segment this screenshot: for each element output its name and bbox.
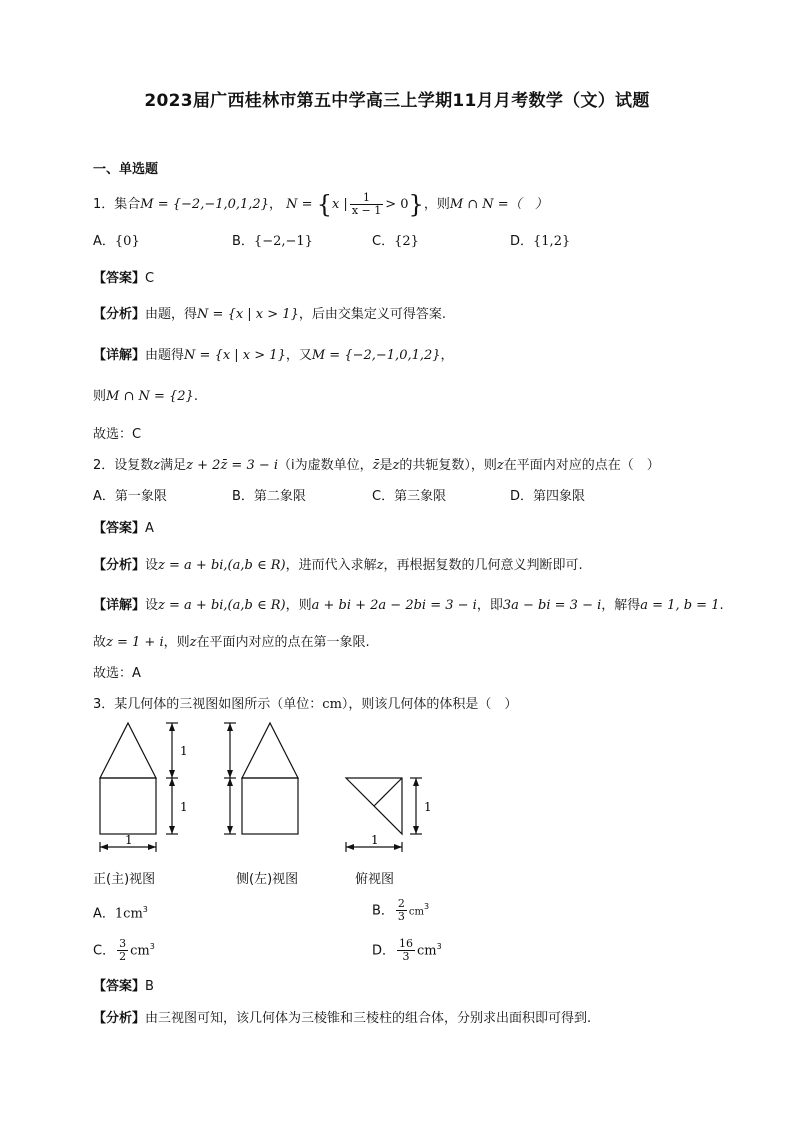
caption-side: 侧(左)视图: [236, 872, 299, 887]
answer-value: C: [145, 271, 155, 286]
q3-option-d: [372, 938, 442, 963]
option-unit: cm: [408, 906, 425, 918]
q1-number: 1．: [93, 197, 115, 212]
right-brace-icon: }: [408, 190, 424, 219]
q2-option-a: [93, 488, 167, 506]
option-label: B．: [372, 903, 394, 919]
detail-text: ，: [440, 348, 454, 363]
front-triangle: [100, 723, 156, 778]
q2-answer: [93, 520, 154, 538]
question-2: [93, 457, 660, 475]
q2-text: 是: [379, 458, 393, 473]
option-label: C．: [372, 234, 395, 249]
q2-text: 满足: [160, 458, 187, 473]
q1-n-right: > 0: [385, 197, 409, 212]
conclusion-text: 在平面内对应的点在第一象限.: [196, 635, 370, 650]
top-view-figure: [338, 718, 438, 858]
conclusion-text: .: [193, 389, 198, 404]
answer-value: B: [145, 979, 154, 994]
conclusion-text: 则: [93, 389, 107, 404]
q2-conclusion: [93, 634, 370, 652]
q1-analysis: [93, 306, 446, 324]
option-value: 第一象限: [114, 489, 167, 504]
detail-text: ，解得: [601, 598, 641, 613]
option-fraction: [396, 898, 407, 923]
side-square: [242, 778, 298, 834]
q2-zbar: z̄: [372, 458, 380, 473]
option-value: 1cm: [114, 906, 143, 922]
q3-answer: [93, 978, 154, 996]
q2-z: z: [496, 458, 504, 473]
frac-num: 16: [399, 937, 414, 951]
front-label-2: 1: [180, 800, 188, 814]
option-label: C．: [372, 489, 395, 504]
front-label-3: 1: [125, 833, 133, 847]
detail-text: ，又: [285, 348, 312, 363]
option-label: D．: [510, 234, 534, 249]
conclusion-math: z: [189, 635, 197, 650]
frac-num: 3: [119, 937, 127, 951]
question-1: [93, 192, 548, 217]
q1-option-a: [93, 233, 140, 251]
answer-value: A: [145, 521, 154, 536]
analysis-text: 由三视图可知，该几何体为三棱锥和三棱柱的组合体，分别求出面积即可得到.: [145, 1011, 592, 1026]
option-sup: 3: [424, 902, 430, 911]
option-label: A．: [93, 489, 115, 504]
q1-prefix: 集合: [114, 197, 141, 212]
frac-den: 3: [397, 910, 405, 924]
option-value: {1,2}: [533, 234, 571, 249]
option-value: 第四象限: [533, 489, 586, 504]
option-sup: 3: [149, 942, 155, 951]
q1-frac-den: x − 1: [351, 204, 382, 217]
q2-z: z: [392, 458, 400, 473]
q2-text: 设复数: [114, 458, 154, 473]
analysis-math: z: [376, 558, 384, 573]
q1-question: M ∩ N =（ ）: [449, 197, 548, 212]
analysis-tag: 【分析】: [93, 558, 146, 573]
top-inner-line: [374, 778, 402, 806]
frac-den: 2: [119, 950, 127, 964]
detail-text: 由题得: [145, 348, 185, 363]
front-view-figure: [92, 718, 192, 858]
q2-equation: z + 2z̄ = 3 − i: [186, 458, 279, 473]
q1-option-d: [510, 233, 570, 251]
detail-tag: 【详解】: [93, 598, 146, 613]
front-label-1: 1: [180, 744, 188, 758]
q1-n-left: x |: [331, 197, 348, 212]
q1-set-m: M = {−2,−1,0,1,2}: [140, 197, 269, 212]
side-triangle: [242, 723, 298, 778]
section-heading: 一、单选题: [93, 162, 159, 177]
q3-option-a: [93, 901, 148, 923]
q3-option-b: [372, 898, 429, 923]
option-label: C．: [93, 943, 116, 959]
q1-answer: [93, 270, 154, 288]
frac-den: 3: [402, 950, 410, 964]
caption-front: 正(主)视图: [93, 872, 156, 887]
option-label: A．: [93, 234, 115, 249]
top-label-2: 1: [371, 833, 379, 847]
analysis-tag: 【分析】: [93, 307, 146, 322]
detail-text: 设: [145, 598, 159, 613]
q2-text: （i为虚数单位，: [278, 458, 373, 473]
q1-option-b: [232, 233, 313, 251]
option-value: 第三象限: [394, 489, 447, 504]
detail-text: ，则: [285, 598, 312, 613]
option-label: B．: [232, 489, 254, 504]
option-value: {−2,−1}: [253, 234, 313, 249]
analysis-text: ，再根据复数的几何意义判断即可.: [383, 558, 583, 573]
page-title: 2023届广西桂林市第五中学高三上学期11月月考数学（文）试题: [144, 91, 650, 111]
option-unit: cm: [417, 943, 437, 959]
detail-tag: 【详解】: [93, 348, 146, 363]
conclusion-text: ，则: [163, 635, 190, 650]
analysis-tag: 【分析】: [93, 1011, 146, 1026]
q1-fraction: [350, 192, 383, 217]
option-label: A．: [93, 906, 115, 922]
q3-text: ），则该几何体的体积是（ ）: [341, 697, 518, 712]
option-fraction: [117, 938, 128, 963]
q2-option-b: [232, 488, 306, 506]
conclusion-math: M ∩ N = {2}: [106, 389, 194, 404]
q1-conclusion: [93, 388, 198, 406]
option-value: 第二象限: [253, 489, 306, 504]
detail-math: M = {−2,−1,0,1,2}: [311, 348, 441, 363]
option-fraction: [397, 938, 415, 963]
caption-top: 俯视图: [355, 872, 395, 887]
q1-frac-num: 1: [350, 192, 383, 205]
q1-choose: 故选：C: [93, 427, 142, 442]
front-square: [100, 778, 156, 834]
q2-option-c: [372, 488, 446, 506]
q3-analysis: [93, 1010, 591, 1028]
option-value: {2}: [394, 234, 419, 249]
analysis-text: 设: [145, 558, 159, 573]
detail-text: .: [719, 598, 724, 613]
q3-option-c: [93, 938, 155, 963]
detail-math: a = 1, b = 1: [640, 598, 720, 613]
q2-analysis: [93, 557, 583, 575]
q1-option-c: [372, 233, 419, 251]
option-label: D．: [372, 943, 396, 959]
q1-then: ，则: [423, 197, 450, 212]
q2-text: 在平面内对应的点在（ ）: [503, 458, 660, 473]
conclusion-text: 故: [93, 635, 107, 650]
analysis-math: z = a + bi,(a,b ∈ R): [158, 558, 286, 573]
detail-math: 3a − bi = 3 − i: [502, 598, 602, 613]
option-value: {0}: [114, 234, 140, 249]
answer-tag: 【答案】: [93, 521, 146, 536]
frac-num: 2: [397, 897, 405, 911]
question-3: [93, 696, 517, 714]
option-sup: 3: [142, 905, 148, 914]
detail-text: ，即: [476, 598, 503, 613]
detail-math: z = a + bi,(a,b ∈ R): [158, 598, 286, 613]
q2-detail: [93, 597, 724, 615]
q2-text: 的共轭复数），则: [399, 458, 497, 473]
q2-z: z: [153, 458, 161, 473]
answer-tag: 【答案】: [93, 271, 146, 286]
q2-choose: 故选：A: [93, 666, 141, 681]
answer-tag: 【答案】: [93, 979, 146, 994]
option-label: B．: [232, 234, 254, 249]
side-view-figure: [218, 718, 318, 858]
q1-n-lhs: N =: [286, 197, 313, 212]
q1-detail: [93, 347, 454, 365]
detail-math: a + bi + 2a − 2bi = 3 − i: [311, 598, 477, 613]
q3-unit: cm: [322, 697, 342, 712]
conclusion-math: z = 1 + i: [106, 635, 164, 650]
analysis-text: 由题，得: [145, 307, 198, 322]
q2-number: 2．: [93, 458, 115, 473]
q3-number: 3．: [93, 697, 115, 712]
analysis-math: N = {x | x > 1}: [197, 307, 299, 322]
left-brace-icon: {: [316, 190, 332, 219]
option-label: D．: [510, 489, 534, 504]
q1-sep: ，: [268, 197, 282, 212]
q3-text: 某几何体的三视图如图所示（单位：: [114, 697, 323, 712]
q2-option-d: [510, 488, 585, 506]
option-sup: 3: [436, 942, 442, 951]
detail-math: N = {x | x > 1}: [184, 348, 286, 363]
option-unit: cm: [130, 943, 150, 959]
analysis-text: ，进而代入求解: [285, 558, 377, 573]
analysis-text: ，后由交集定义可得答案.: [298, 307, 446, 322]
top-label-1: 1: [424, 800, 432, 814]
